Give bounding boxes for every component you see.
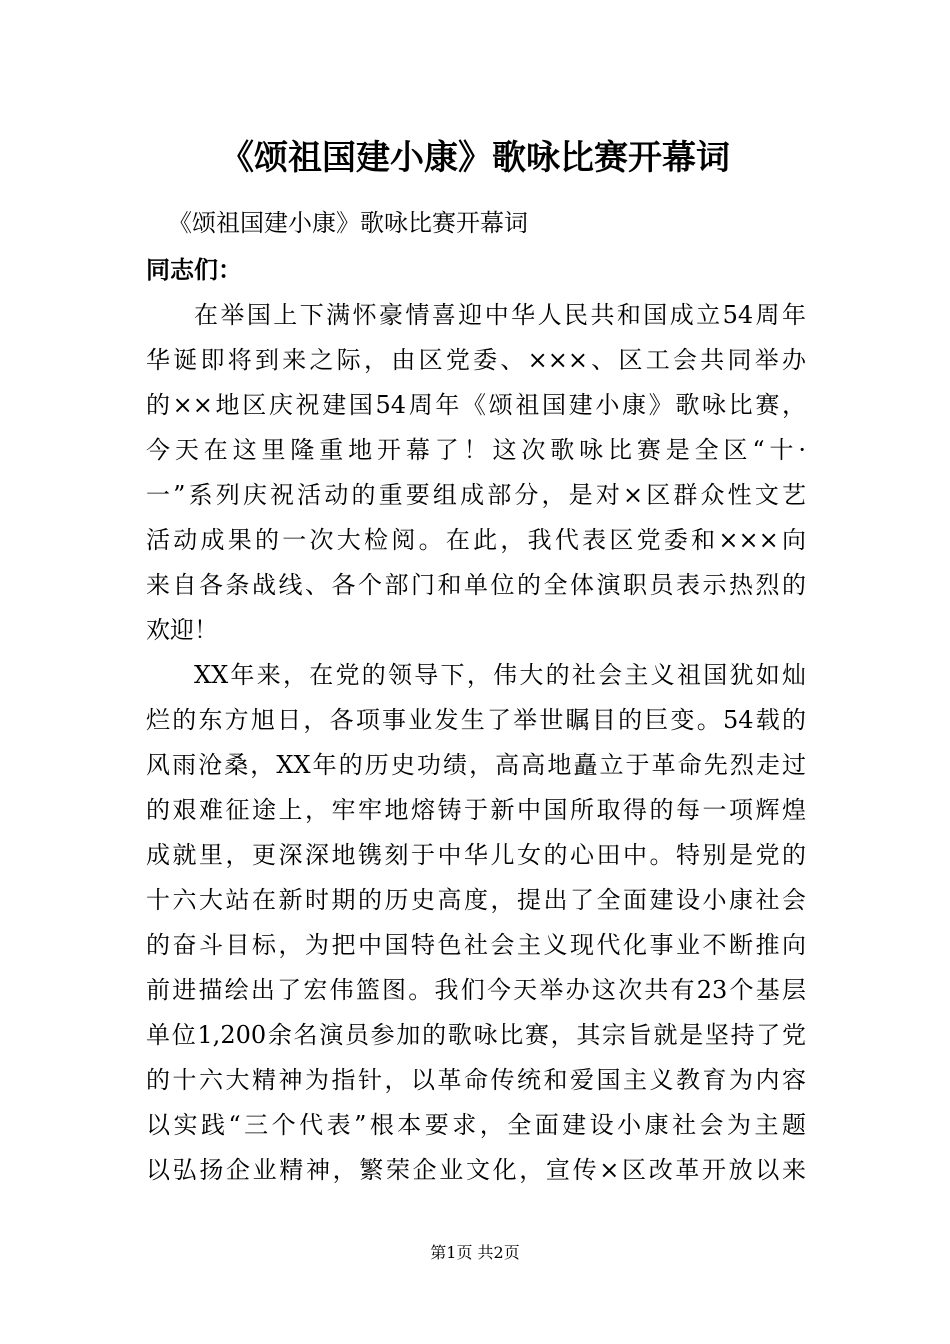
document-subtitle: 《颂祖国建小康》歌咏比赛开幕词 xyxy=(168,209,528,237)
paragraph-2-line-11: 以实践“三个代表”根本要求，全面建设小康社会为主题 xyxy=(146,1111,806,1139)
paragraph-2-line-5: 成就里，更深深地镌刻于中华儿女的心田中。特别是党的 xyxy=(146,841,806,869)
paragraph-2-line-6: 十六大站在新时期的历史高度，提出了全面建设小康社会 xyxy=(146,886,806,914)
paragraph-2-line-3: 风雨沧桑，XX年的历史功绩，高高地矗立于革命先烈走过 xyxy=(146,751,806,779)
paragraph-1-line-4: 今天在这里隆重地开幕了！这次歌咏比赛是全区“十· xyxy=(146,436,806,464)
paragraph-1-line-7: 来自各条战线、各个部门和单位的全体演职员表示热烈的 xyxy=(146,571,806,599)
document-title: 《颂祖国建小康》歌咏比赛开幕词 xyxy=(220,138,730,178)
paragraph-2-line-7: 的奋斗目标，为把中国特色社会主义现代化事业不断推向 xyxy=(146,931,806,959)
paragraph-2-line-8: 前进描绘出了宏伟篮图。我们今天举办这次共有23个基层 xyxy=(146,976,806,1004)
paragraph-2-line-12: 以弘扬企业精神，繁荣企业文化，宣传×区改革开放以来 xyxy=(146,1156,806,1184)
paragraph-1-line-2: 华诞即将到来之际，由区党委、×××、区工会共同举办 xyxy=(146,346,806,374)
paragraph-2-line-9: 单位1,200余名演员参加的歌咏比赛，其宗旨就是坚持了党 xyxy=(146,1021,806,1049)
paragraph-1-line-8: 欢迎！ xyxy=(146,616,218,644)
salutation: 同志们： xyxy=(146,256,242,284)
paragraph-2-line-1: XX年来，在党的领导下，伟大的社会主义祖国犹如灿 xyxy=(194,661,806,689)
paragraph-2-line-2: 烂的东方旭日，各项事业发生了举世瞩目的巨变。54载的 xyxy=(146,706,806,734)
paragraph-1-line-5: 一”系列庆祝活动的重要组成部分，是对×区群众性文艺 xyxy=(146,481,806,509)
paragraph-2-line-4: 的艰难征途上，牢牢地熔铸于新中国所取得的每一项辉煌 xyxy=(146,796,806,824)
paragraph-1-line-1: 在举国上下满怀豪情喜迎中华人民共和国成立54周年 xyxy=(194,301,806,329)
page-footer: 第1页 共2页 xyxy=(430,1243,520,1262)
paragraph-1-line-3: 的××地区庆祝建国54周年《颂祖国建小康》歌咏比赛， xyxy=(146,391,806,419)
paragraph-1-line-6: 活动成果的一次大检阅。在此，我代表区党委和×××向 xyxy=(146,526,806,554)
paragraph-2-line-10: 的十六大精神为指针，以革命传统和爱国主义教育为内容 xyxy=(146,1066,806,1094)
